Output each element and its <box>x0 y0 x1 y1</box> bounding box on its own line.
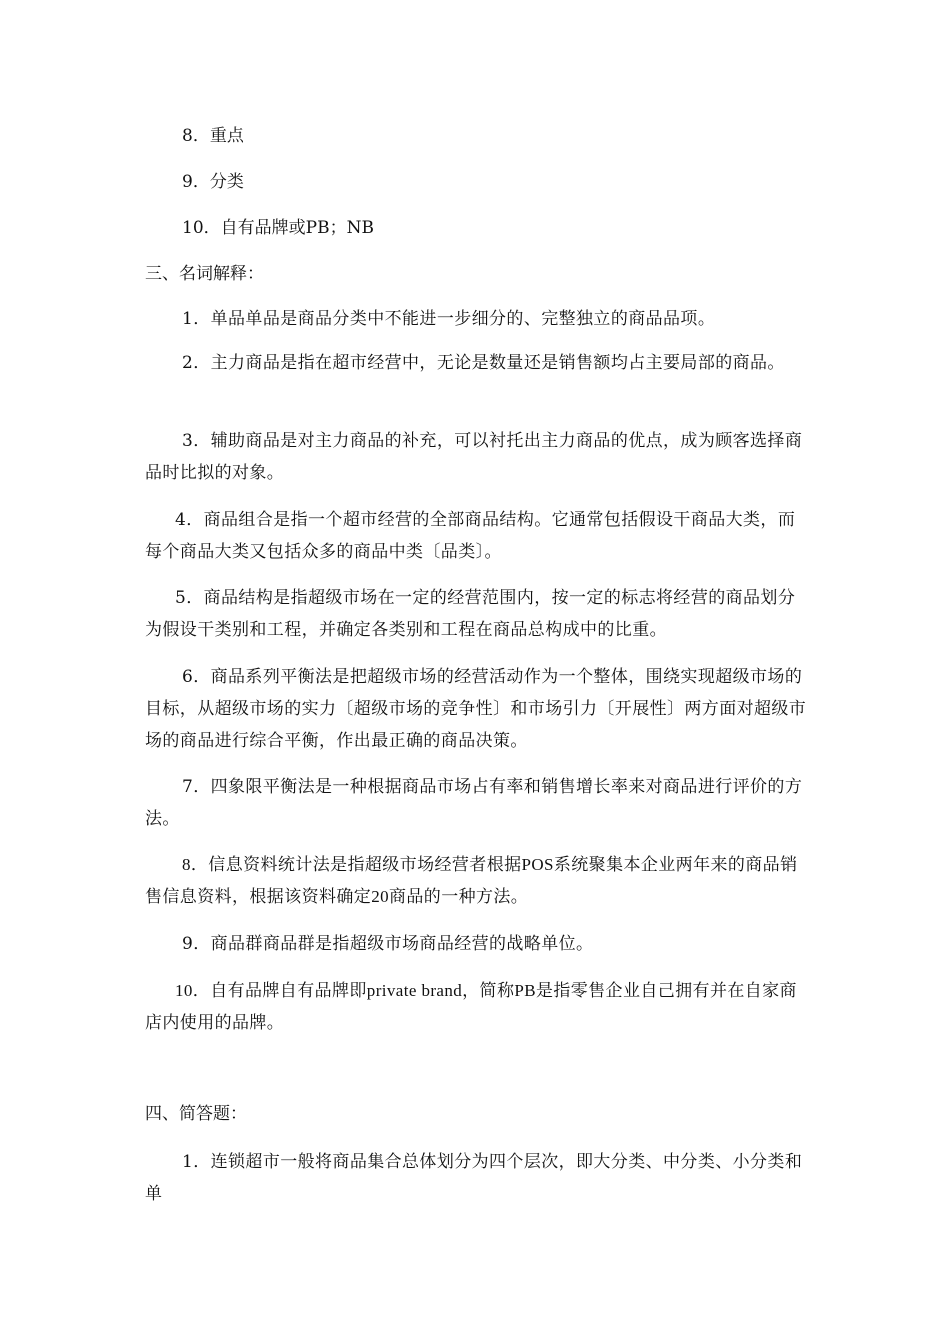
section-heading-short-answers: 四、简答题： <box>145 1104 247 1124</box>
definition-item-8: 8．信息资料统计法是指超级市场经营者根据POS系统聚集本企业两年来的商品销售信息资料，根据该资料确定20商品的一种方法。 <box>145 855 798 906</box>
definition-item-6: 6．商品系列平衡法是把超级市场的经营活动作为一个整体，围绕实现超级市场的目标，从超级市场的实力〔超级市场的竞争性〕和市场引力〔开展性〕两方面对超级市场的商品进行综合平衡，作出最正确的商品决策。 <box>145 667 807 751</box>
definition-item-10: 10．自有品牌自有品牌即private brand，简称PB是指零售企业自己拥有并在自家商店内使用的品牌。 <box>145 981 797 1032</box>
answer-item-8: 8．重点 <box>182 126 244 146</box>
definition-item-7: 7．四象限平衡法是一种根据商品市场占有率和销售增长率来对商品进行评价的方法。 <box>145 777 803 829</box>
short-answer-item-1: 1．连锁超市一般将商品集合总体划分为四个层次，即大分类、中分类、小分类和单 <box>145 1152 803 1204</box>
definition-item-9: 9．商品群商品群是指超级市场商品经营的战略单位。 <box>182 934 594 954</box>
definition-item-2: 2．主力商品是指在超市经营中，无论是数量还是销售额均占主要局部的商品。 <box>182 353 785 373</box>
definition-item-4: 4．商品组合是指一个超市经营的全部商品结构。它通常包括假设干商品大类，而每个商品大类又包括众多的商品中类〔品类〕。 <box>145 510 796 562</box>
section-heading-definitions: 三、名词解释： <box>145 264 264 284</box>
answer-item-10: 10．自有品牌或PB；NB <box>182 218 374 238</box>
definition-item-5: 5．商品结构是指超级市场在一定的经营范围内，按一定的标志将经营的商品划分为假设干类别和工程，并确定各类别和工程在商品总构成中的比重。 <box>145 588 796 640</box>
definition-item-1: 1．单品单品是商品分类中不能进一步细分的、完整独立的商品品项。 <box>182 309 716 329</box>
answer-item-9: 9．分类 <box>182 172 244 192</box>
definition-item-3: 3．辅助商品是对主力商品的补充，可以衬托出主力商品的优点，成为顾客选择商品时比拟的对象。 <box>145 431 803 483</box>
